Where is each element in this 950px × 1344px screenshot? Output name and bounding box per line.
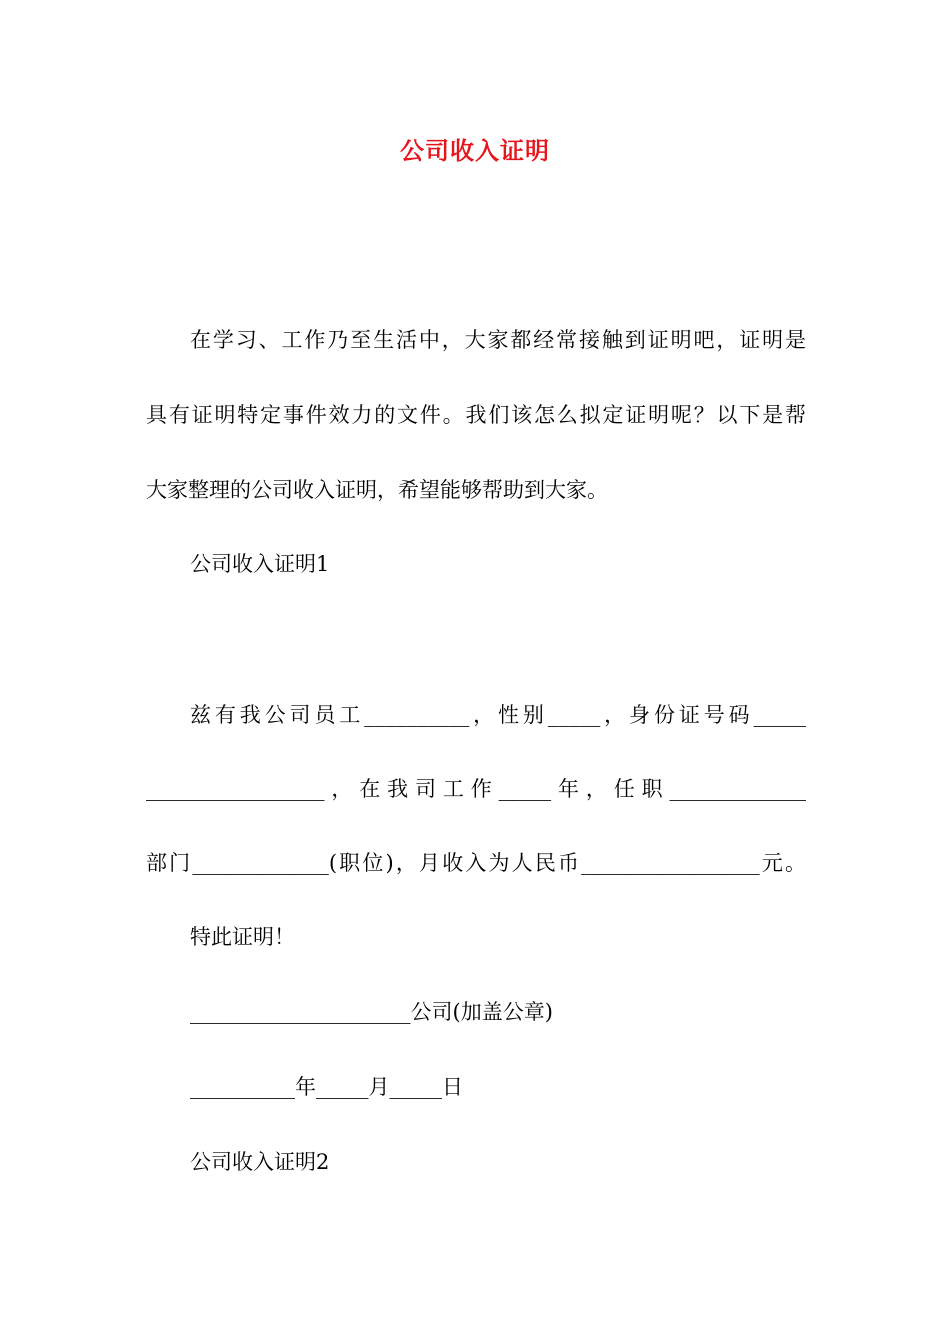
- intro-line-2: 具有证明特定事件效力的文件。我们该怎么拟定证明呢？以下是帮: [146, 403, 806, 427]
- body-line-2: _________________，在我司工作_____年，任职_____________: [146, 777, 806, 801]
- intro-line-1: 在学习、工作乃至生活中，大家都经常接触到证明吧，证明是: [190, 328, 806, 352]
- section-heading-2: 公司收入证明2: [190, 1150, 330, 1174]
- date-line: __________年_____月_____日: [190, 1075, 463, 1099]
- certify-text: 特此证明！: [190, 925, 295, 949]
- signature-line: _____________________公司(加盖公章): [190, 1000, 553, 1024]
- document-title: 公司收入证明: [400, 136, 550, 165]
- section-heading-1: 公司收入证明1: [190, 552, 330, 576]
- body-line-3: 部门_____________(职位)，月收入为人民币_________________元。: [146, 851, 806, 875]
- intro-line-3: 大家整理的公司收入证明，希望能够帮助到大家。: [146, 478, 608, 502]
- body-line-1: 兹有我公司员工__________，性别_____，身份证号码_____: [190, 703, 806, 727]
